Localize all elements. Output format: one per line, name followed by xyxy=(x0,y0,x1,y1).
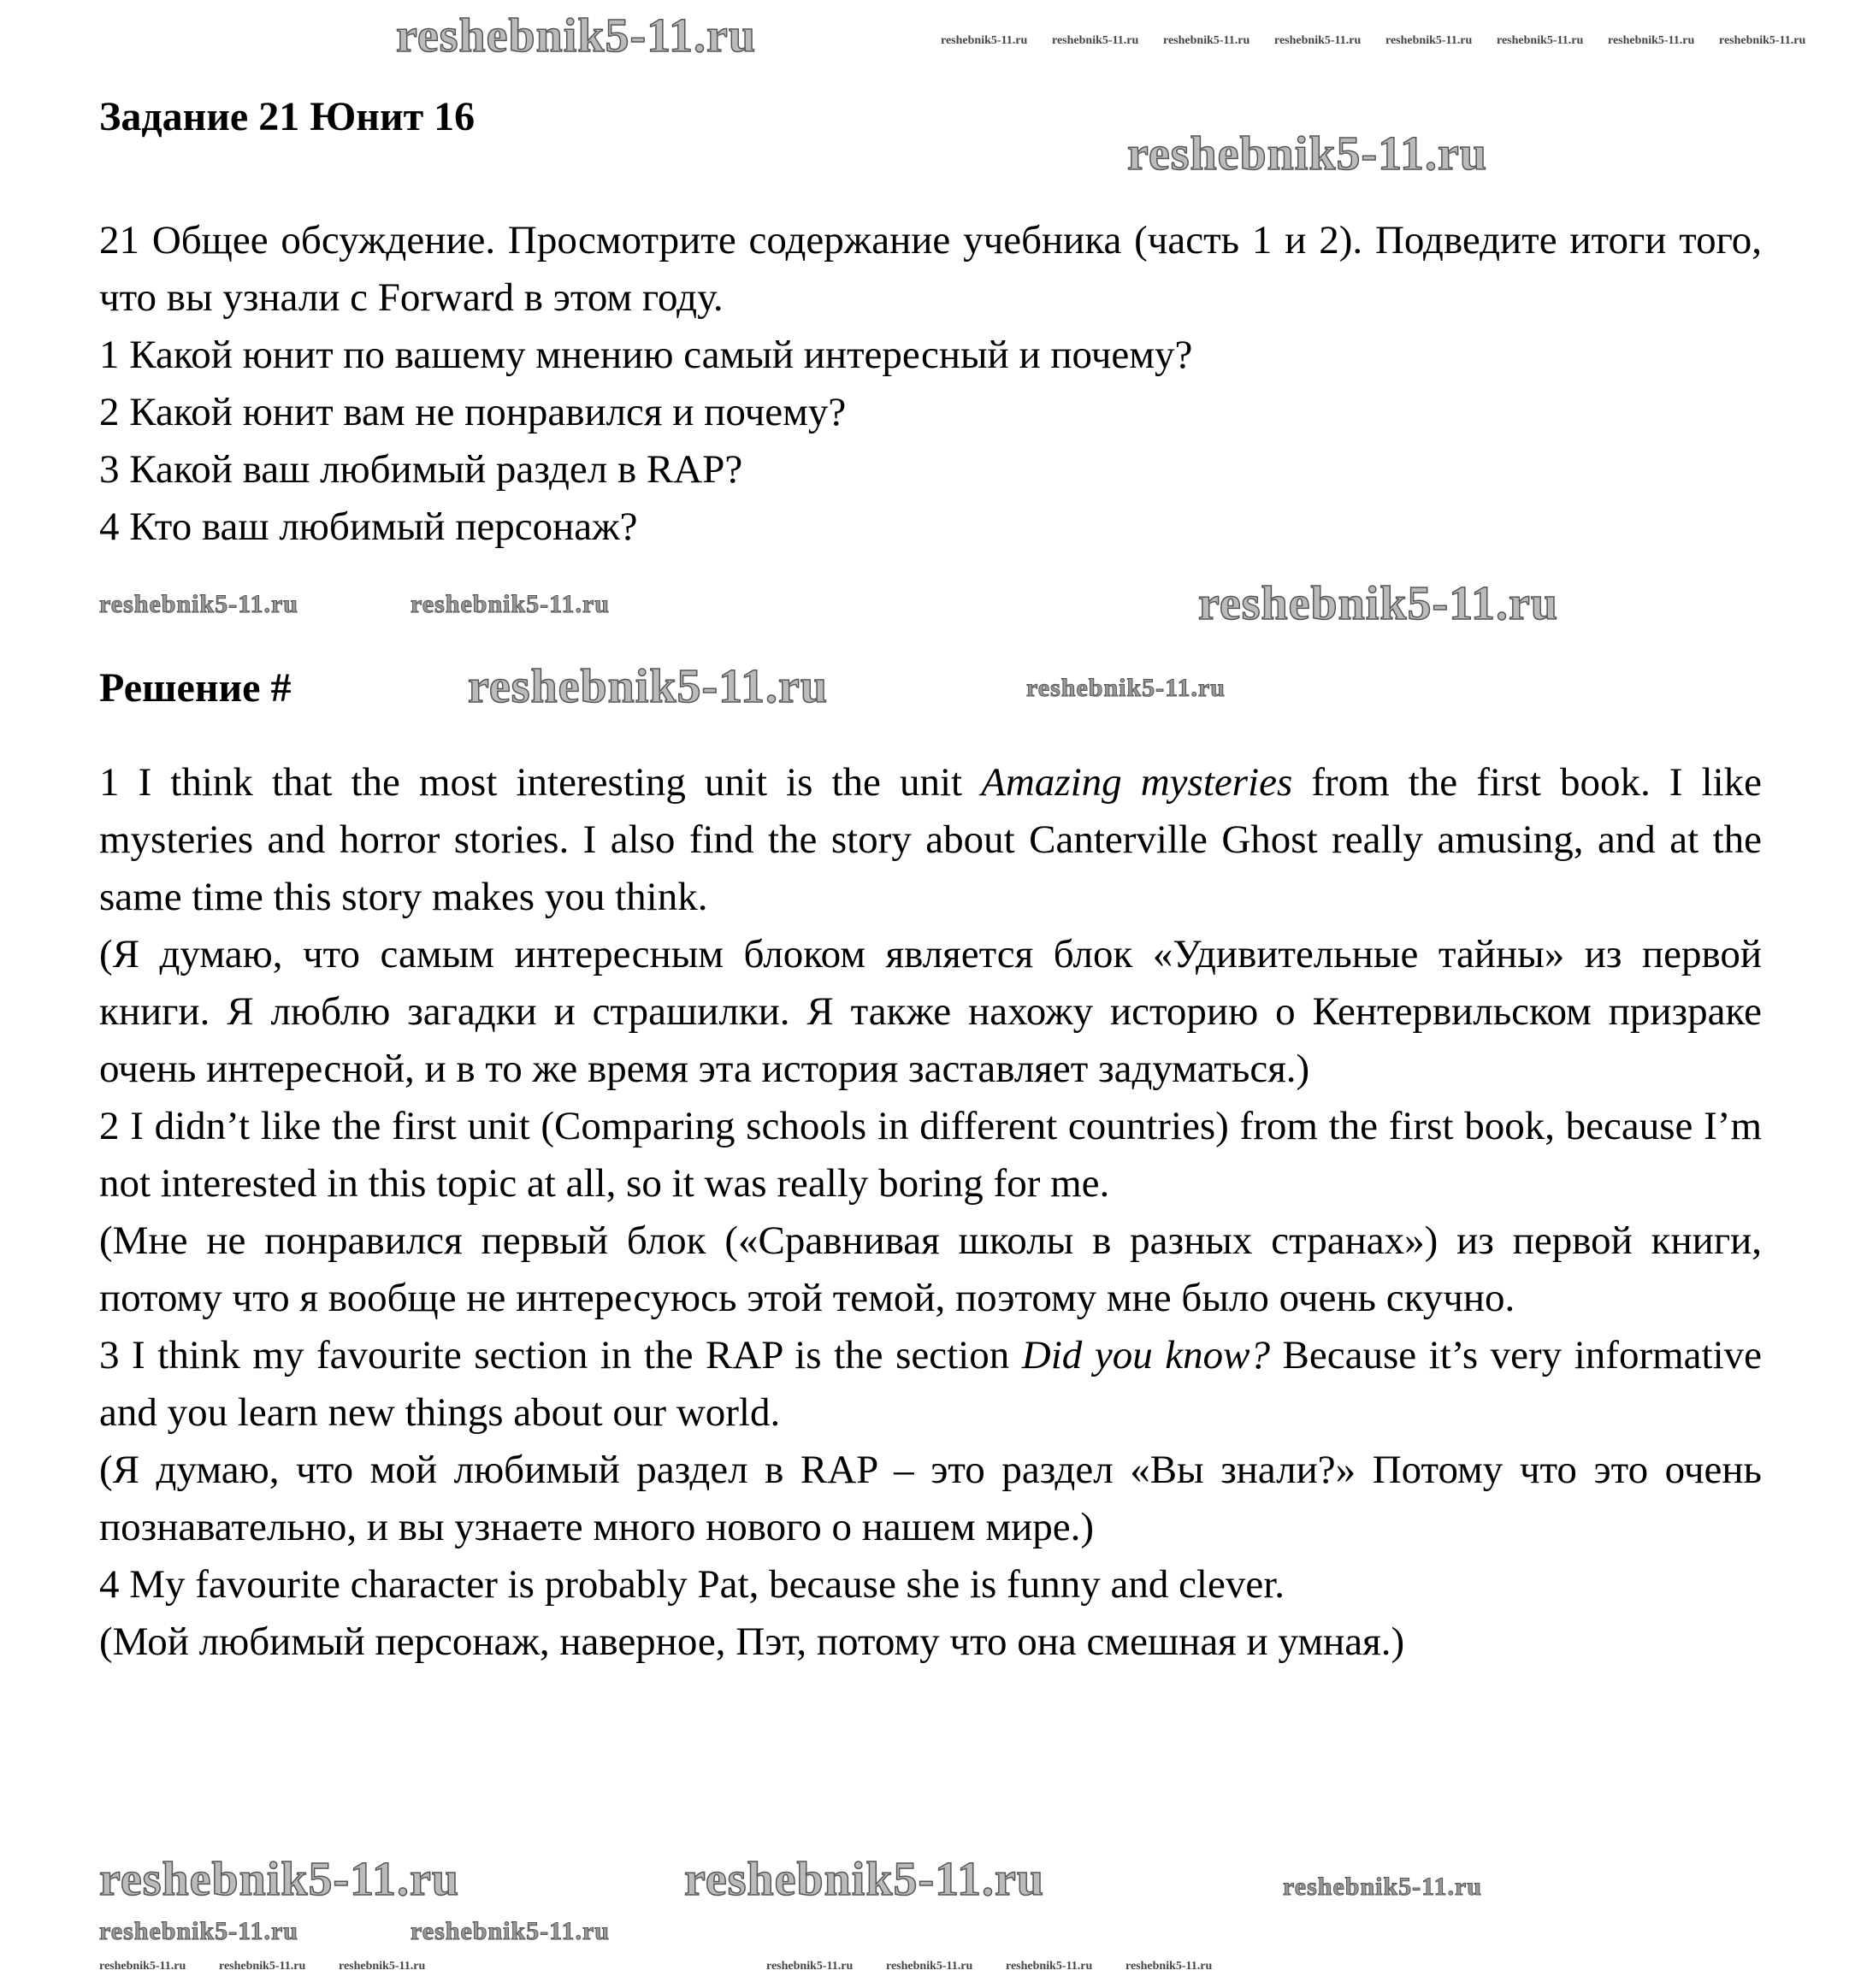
watermark: reshebnik5-11.ru xyxy=(411,590,610,618)
answer-2: 2 I didn’t like the first unit (Comparing schools in different countries) from the first book, because I’m not interested in this topic at all, so it was really boring for me. xyxy=(99,1104,1762,1206)
watermark: reshebnik5-11.ru xyxy=(1163,34,1250,47)
watermark: reshebnik5-11.ru xyxy=(1198,577,1559,630)
watermark: reshebnik5-11.ru xyxy=(99,1960,186,1973)
watermark: reshebnik5-11.ru xyxy=(1274,34,1362,47)
question-3: 3 Какой ваш любимый раздел в RAP? xyxy=(99,447,743,492)
watermark: reshebnik5-11.ru xyxy=(339,1960,426,1973)
translation-2: (Мне не понравился первый блок («Сравнивая школы в разных странах») из первой книги, потому что я вообще не интересуюсь этой темой, поэтому мне было очень скучно. xyxy=(99,1218,1762,1320)
question-2: 2 Какой юнит вам не понравился и почему? xyxy=(99,390,847,434)
task-text xyxy=(99,212,1762,556)
answer-3-section-name: Did you know? xyxy=(1021,1333,1270,1377)
translation-1: (Я думаю, что самым интересным блоком является блок «Удивительные тайны» из первой книги. Я люблю загадки и страшилки. Я также нахожу историю о Кентервильском призраке очень интересной, и в то же время эта история заставляет задуматься.) xyxy=(99,932,1762,1091)
watermark: reshebnik5-11.ru xyxy=(99,1853,460,1906)
watermark: reshebnik5-11.ru xyxy=(941,34,1028,47)
watermark: reshebnik5-11.ru xyxy=(99,590,298,618)
watermark: reshebnik5-11.ru xyxy=(396,9,757,62)
solution-text xyxy=(99,754,1762,1671)
answer-3 xyxy=(99,1327,1762,1442)
watermark: reshebnik5-11.ru xyxy=(1385,34,1473,47)
answer-3-text-end: Because it’s very informative and you learn new things about our world. xyxy=(99,1333,1762,1435)
watermark: reshebnik5-11.ru xyxy=(99,1917,298,1945)
watermark: reshebnik5-11.ru xyxy=(1006,1960,1093,1973)
watermark: reshebnik5-11.ru xyxy=(766,1960,854,1973)
task-title: Задание 21 Юнит 16 xyxy=(99,94,476,139)
translation-3: (Я думаю, что мой любимый раздел в RAP – это раздел «Вы знали?» Потому что это очень познавательно, и вы узнаете много нового о нашем мире.) xyxy=(99,1448,1762,1549)
answer-1-text-end: from the first book. I like mysteries and horror stories. I also find the story about Canterville Ghost really amusing, and at the same time this story makes you think. xyxy=(99,760,1762,919)
watermark: reshebnik5-11.ru xyxy=(1125,1960,1213,1973)
watermark: reshebnik5-11.ru xyxy=(1052,34,1139,47)
watermark: reshebnik5-11.ru xyxy=(1497,34,1584,47)
solution-title: Решение # xyxy=(99,665,292,711)
answer-3-text: 3 I think my favourite section in the RAP is the section xyxy=(99,1333,1022,1377)
watermark: reshebnik5-11.ru xyxy=(219,1960,306,1973)
answer-1-text: 1 I think that the most interesting unit is the unit xyxy=(99,760,982,805)
answer-1 xyxy=(99,754,1762,926)
watermark: reshebnik5-11.ru xyxy=(1608,34,1695,47)
watermark: reshebnik5-11.ru xyxy=(411,1917,610,1945)
answer-1-unit-name: Amazing mysteries xyxy=(981,760,1293,805)
watermark: reshebnik5-11.ru xyxy=(1127,127,1488,180)
watermark: reshebnik5-11.ru xyxy=(684,1853,1045,1906)
answer-4: 4 My favourite character is probably Pat, because she is funny and clever. xyxy=(99,1562,1285,1607)
watermark: reshebnik5-11.ru xyxy=(1026,674,1226,702)
watermark: reshebnik5-11.ru xyxy=(468,660,829,713)
task-intro: 21 Общее обсуждение. Просмотрите содержание учебника (часть 1 и 2). Подведите итоги того, что вы узнали с Forward в этом году. xyxy=(99,218,1762,320)
watermark: reshebnik5-11.ru xyxy=(1283,1873,1482,1901)
watermark: reshebnik5-11.ru xyxy=(886,1960,973,1973)
question-4: 4 Кто ваш любимый персонаж? xyxy=(99,504,638,549)
watermark: reshebnik5-11.ru xyxy=(1719,34,1806,47)
question-1: 1 Какой юнит по вашему мнению самый интересный и почему? xyxy=(99,333,1193,377)
translation-4: (Мой любимый персонаж, наверное, Пэт, потому что она смешная и умная.) xyxy=(99,1619,1405,1664)
